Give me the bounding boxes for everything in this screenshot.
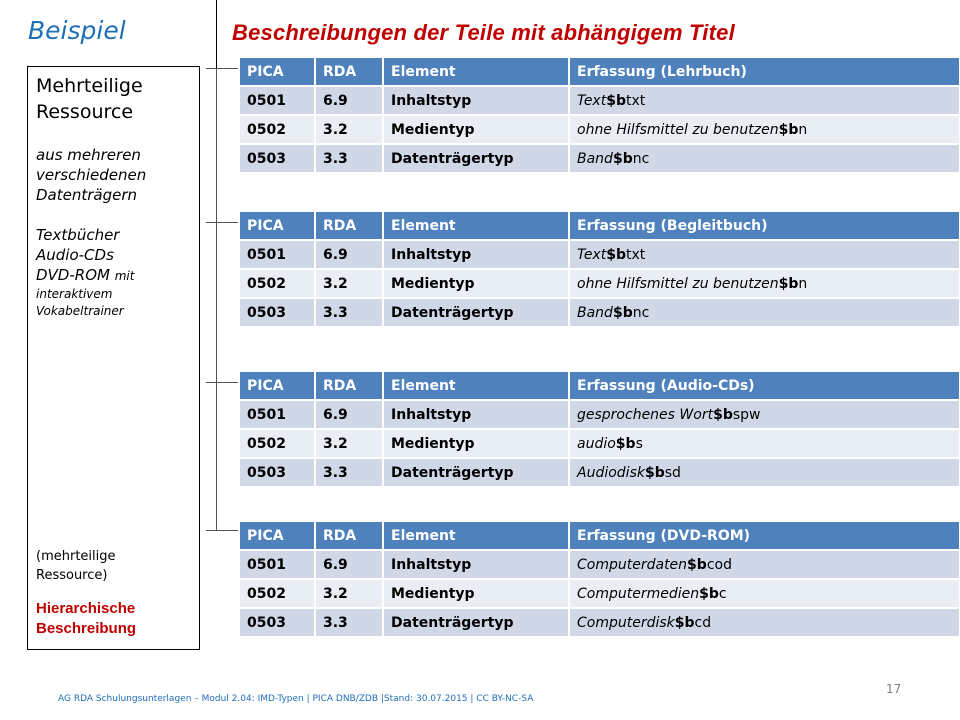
connector-branch-4: [206, 530, 238, 531]
box-item-line4: interaktivem: [36, 287, 113, 301]
table-row: [239, 608, 960, 637]
table-row: [239, 240, 960, 269]
subfield-code: $b: [644, 464, 665, 481]
box-item-audio-cds: Audio-CDs: [36, 246, 114, 264]
column-header: RDA: [315, 57, 383, 86]
rda-cell: 3.3: [315, 608, 383, 637]
subfield-code: $b: [606, 246, 626, 263]
erfassung-cell: [569, 400, 960, 429]
element-cell: Medientyp: [383, 269, 569, 298]
table-header-row: [239, 211, 960, 240]
erfassung-cell: [569, 115, 960, 144]
column-header: Erfassung (Lehrbuch): [569, 57, 960, 86]
box-desc-line2: verschiedenen: [36, 166, 147, 184]
column-header: RDA: [315, 371, 383, 400]
erfassung-term: Audiodisk: [577, 464, 645, 481]
subfield-code: $b: [699, 585, 719, 602]
box-item-dvd-rom: [36, 265, 191, 286]
erfassung-cell: [569, 86, 960, 115]
erfassung-code: n: [798, 121, 808, 138]
column-header: PICA: [239, 211, 315, 240]
erfassung-code: txt: [625, 92, 646, 109]
box-paren-line1: (mehrteilige: [36, 549, 116, 564]
subfield-code: $b: [615, 435, 636, 452]
connector-branch-3: [206, 382, 238, 383]
element-cell: Inhaltstyp: [383, 550, 569, 579]
erfassung-term: Computerdisk: [577, 614, 675, 631]
record-table: [238, 210, 960, 328]
table-row: [239, 429, 960, 458]
rda-cell: 3.3: [315, 298, 383, 327]
erfassung-cell: [569, 608, 960, 637]
erfassung-cell: [569, 458, 960, 487]
erfassung-code: sd: [664, 464, 681, 481]
erfassung-cell: [569, 550, 960, 579]
table-row: [239, 298, 960, 327]
erfassung-code: spw: [732, 406, 761, 423]
slide-label: Beispiel: [28, 16, 126, 45]
rda-cell: 3.2: [315, 269, 383, 298]
element-cell: Inhaltstyp: [383, 86, 569, 115]
subfield-code: $b: [612, 304, 633, 321]
dvd-rom-small: mit: [114, 269, 135, 283]
erfassung-code: n: [798, 275, 808, 292]
element-cell: Medientyp: [383, 429, 569, 458]
rda-cell: 6.9: [315, 550, 383, 579]
table-row: [239, 458, 960, 487]
erfassung-term: ohne Hilfsmittel zu benutzen: [577, 275, 779, 292]
erfassung-term: Band: [577, 304, 613, 321]
record-table: [238, 370, 960, 488]
erfassung-term: ohne Hilfsmittel zu benutzen: [577, 121, 779, 138]
erfassung-cell: [569, 144, 960, 173]
pica-cell: 0502: [239, 269, 315, 298]
erfassung-cell: [569, 579, 960, 608]
pica-cell: 0503: [239, 458, 315, 487]
pica-cell: 0501: [239, 240, 315, 269]
pica-cell: 0501: [239, 400, 315, 429]
erfassung-code: nc: [632, 150, 650, 167]
column-header: Erfassung (DVD-ROM): [569, 521, 960, 550]
pica-cell: 0503: [239, 144, 315, 173]
box-desc-line3: Datenträgern: [36, 186, 138, 204]
table-row: [239, 115, 960, 144]
box-paren-line2: Ressource): [36, 568, 108, 583]
element-cell: Datenträgertyp: [383, 608, 569, 637]
subfield-code: $b: [606, 92, 626, 109]
box-footer: [36, 547, 136, 639]
connector-branch-1: [206, 68, 238, 69]
erfassung-cell: [569, 429, 960, 458]
column-header: Element: [383, 521, 569, 550]
erfassung-term: Computerdaten: [577, 556, 688, 573]
table-row: [239, 550, 960, 579]
record-table: [238, 520, 960, 638]
pica-cell: 0502: [239, 115, 315, 144]
table-row: [239, 579, 960, 608]
box-item-line5: Vokabeltrainer: [36, 304, 124, 318]
column-header: PICA: [239, 521, 315, 550]
box-title-line2: Ressource: [36, 101, 134, 123]
pica-cell: 0502: [239, 429, 315, 458]
erfassung-code: nc: [632, 304, 650, 321]
pica-cell: 0501: [239, 86, 315, 115]
subfield-code: $b: [612, 150, 633, 167]
subfield-code: $b: [674, 614, 695, 631]
subfield-code: $b: [687, 556, 707, 573]
subfield-code: $b: [713, 406, 733, 423]
erfassung-term: Text: [577, 246, 607, 263]
element-cell: Datenträgertyp: [383, 298, 569, 327]
subfield-code: $b: [778, 121, 799, 138]
divider-line: [216, 0, 217, 68]
erfassung-cell: [569, 240, 960, 269]
pica-cell: 0502: [239, 579, 315, 608]
element-cell: Datenträgertyp: [383, 144, 569, 173]
erfassung-term: Computermedien: [577, 585, 700, 602]
pica-cell: 0503: [239, 608, 315, 637]
erfassung-cell: [569, 298, 960, 327]
table-header-row: [239, 521, 960, 550]
table-row: [239, 400, 960, 429]
pica-cell: 0501: [239, 550, 315, 579]
erfassung-code: txt: [625, 246, 646, 263]
erfassung-code: cod: [706, 556, 732, 573]
element-cell: Inhaltstyp: [383, 240, 569, 269]
erfassung-code: cd: [694, 614, 712, 631]
dvd-rom-text: DVD-ROM: [36, 266, 110, 284]
pica-cell: 0503: [239, 298, 315, 327]
rda-cell: 3.2: [315, 115, 383, 144]
table-row: [239, 269, 960, 298]
erfassung-code: c: [718, 585, 727, 602]
resource-description-box: [27, 66, 200, 650]
hierarchy-connector: [216, 68, 217, 530]
box-hier-line2: Beschreibung: [36, 620, 137, 637]
column-header: PICA: [239, 371, 315, 400]
column-header: Element: [383, 211, 569, 240]
record-table: [238, 56, 960, 174]
subfield-code: $b: [778, 275, 799, 292]
rda-cell: 3.3: [315, 458, 383, 487]
erfassung-term: Text: [577, 92, 607, 109]
box-hier-line1: Hierarchische: [36, 600, 136, 617]
rda-cell: 6.9: [315, 86, 383, 115]
rda-cell: 6.9: [315, 240, 383, 269]
erfassung-cell: [569, 269, 960, 298]
slide-title: Beschreibungen der Teile mit abhängigem Titel: [232, 20, 735, 45]
column-header: RDA: [315, 521, 383, 550]
table-header-row: [239, 57, 960, 86]
element-cell: Inhaltstyp: [383, 400, 569, 429]
table-row: [239, 86, 960, 115]
box-title-line1: Mehrteilige: [36, 75, 143, 97]
column-header: Erfassung (Begleitbuch): [569, 211, 960, 240]
erfassung-term: audio: [577, 435, 616, 452]
connector-branch-2: [206, 222, 238, 223]
table-header-row: [239, 371, 960, 400]
column-header: Element: [383, 371, 569, 400]
element-cell: Medientyp: [383, 579, 569, 608]
rda-cell: 6.9: [315, 400, 383, 429]
box-item-textbooks: Textbücher: [36, 226, 120, 244]
rda-cell: 3.3: [315, 144, 383, 173]
column-header: RDA: [315, 211, 383, 240]
erfassung-term: gesprochenes Wort: [577, 406, 714, 423]
table-row: [239, 144, 960, 173]
page-number: 17: [886, 682, 902, 696]
erfassung-code: s: [635, 435, 643, 452]
erfassung-term: Band: [577, 150, 613, 167]
footer-text: AG RDA Schulungsunterlagen – Modul 2.04: IMD-Typen | PICA DNB/ZDB |Stand: 30.07.2015 | CC BY-NC-SA: [58, 694, 534, 704]
element-cell: Medientyp: [383, 115, 569, 144]
column-header: Erfassung (Audio-CDs): [569, 371, 960, 400]
column-header: PICA: [239, 57, 315, 86]
rda-cell: 3.2: [315, 429, 383, 458]
rda-cell: 3.2: [315, 579, 383, 608]
element-cell: Datenträgertyp: [383, 458, 569, 487]
column-header: Element: [383, 57, 569, 86]
box-desc-line1: aus mehreren: [36, 146, 141, 164]
